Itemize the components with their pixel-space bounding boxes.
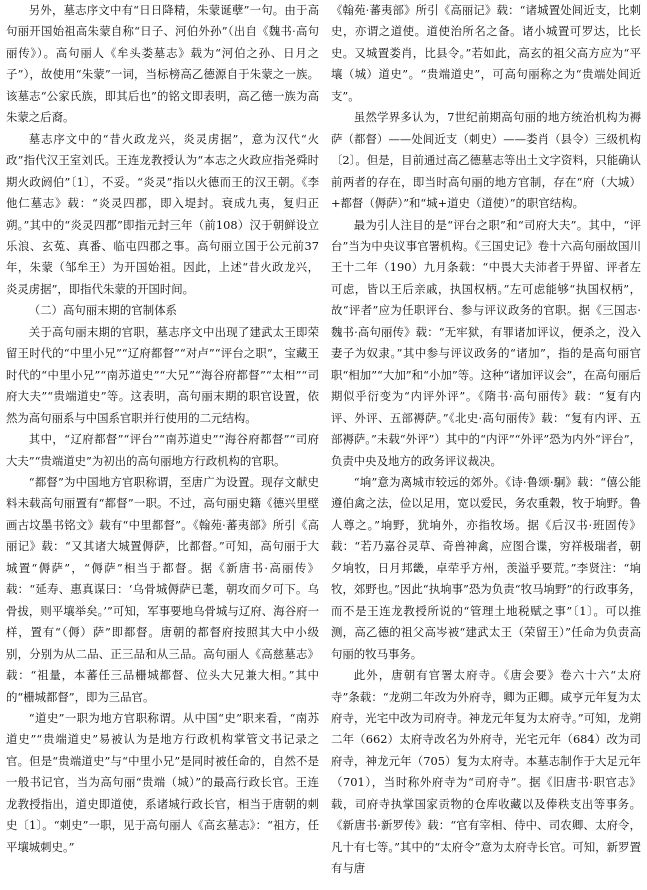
paragraph-continued: 《翰苑·蕃夷部》所引《高丽记》载：“诸城置处闾近支，比刺史，亦谓之道使。道使治所名之备。诸小城置可罗达，比长史。又城置娄肖，比县令。”若如此，高玄的祖父高方应为“平壤（城）道史”。“贵端道史”，可高句丽称之为“贵端处闾近支”。	[331, 3, 641, 103]
left-column	[6, 0, 319, 890]
paragraph: 另外，墓志序文中有“日日降精，朱蒙诞孽”一句。由于高句丽开国始祖高朱蒙自称“日子、河伯外孙”（出自《魏书·高句丽传》）。高句丽人《牟头娄墓志》载为“河伯之孙、日月之子”），故使用“朱蒙”一词，当标榜高乙德源自于朱蒙之一族。该墓志“公家氏族，即其后也”的铭文即表明，高乙德一族为高朱蒙之后裔。	[6, 3, 319, 125]
paragraph: “垧”意为离城市较远的郊外。《诗·鲁颂·駉》载：“僖公能遵伯禽之法，俭以足用，宽以爱民，务农重穀，牧于垧野。鲁人尊之。”垧野，犹垧外，亦指牧场。据《后汉书·班固传》载：“若乃嘉谷灵草、奇兽神禽，应图合谍，穷祥极瑞者，朝夕垧牧，日月邦畿，卓荦乎方州，羡溢乎要荒。”李贤注：“垧牧，郊野也。”因此“执垧事”恐为负责“牧马垧野”的行政事务，而不是王连龙教授所说的“管理土地税赋之事”〔1〕。可以推测，高乙德的祖父高岑被“建武太王（荣留王）”任命为负责高句丽的牧马事务。	[331, 474, 641, 661]
paragraph: 虽然学界多认为，7世纪前期高句丽的地方统治机构为褥萨（都督）——处闾近支（刺史）——娄肖（县令）三级机构〔2〕。但是，目前通过高乙德墓志等出土文字资料，只能确认前两者的存在，即当时高句丽的地方官制，存在“府（大城）+都督（傉萨）”和“城+道史（道使）”的职官结构。	[331, 110, 641, 211]
paragraph: 墓志序文中的“昔火政龙兴，炎灵虏据”，意为汉代“火政”指代汉王室刘氏。王连龙教授认为“本志之火政应指尧舜时期火政阏伯”〔1〕，不妥。“炎灵”指以火德而王的汉王朝。《李他仁墓志》载：“炎灵四郡，即入堤封。衰成九夷，复归正朔。”其中的“炎灵四郡”即指元封三年（前108）汉于朝鲜设立乐浪、玄菟、真番、临屯四郡之事。高句丽立国于公元前37年，朱蒙（邹牟王）为开国始祖。因此，上述“昔火政龙兴，炎灵虏据”，即指代朱蒙的开国时间。	[6, 131, 319, 296]
paragraph: 关于高句丽末期的官职，墓志序文中出现了建武太王即荣留王时代的“中里小兄”“辽府都督”“对卢”“评台之职”，宝藏王时代的“中里小兄”“南苏道史”“大兄”“海谷府都督”“太相”“司府大夫”“贵端道史”等。这表明，高句丽末期的职官设置，依然为高句丽系与中国系官职并行使用的二元结构。	[6, 324, 319, 425]
paragraph: 此外，唐朝有官署太府寺。《唐会要》卷六十六“太府寺”条载：“龙朔二年改为外府寺，卿为正卿。咸亨元年复为太府寺，光宅中改为司府寺。神龙元年复为太府寺。”可知，龙朔二年（662）太府寺改名为外府寺，光宅元年（684）改为司府寺，神龙元年（705）复为太府寺。本墓志制作于大足元年（701），当时称外府寺为“司府寺”。据《旧唐书·职官志》载，司府寺执掌国家贡物的仓库收藏以及俸秩支出等事务。《新唐书·新罗传》载：“官有宰相、侍中、司农卿、太府令，凡十有七等。”其中的“太府令”意为太府寺长官。可知，新罗置有与唐	[331, 668, 641, 876]
paragraph: “都督”为中国地方官职称谓，至唐广为设置。现存文献史料未载高句丽置有“都督”一职。不过，高句丽史籍《德兴里壁画古坟墨书铭文》载有“中里都督”。《翰苑·蕃夷部》所引《高丽记》载：“又其诸大城置傉萨，比都督。”可知，高句丽于大城置“傉萨”，“傉萨”相当于都督。据《新唐书·高丽传》载：“延寿、惠真谋曰：‘乌骨城傉萨已耄，朝攻而夕可下。乌骨拔，则平壤举矣。’”可知，军事要地乌骨城与辽府、海谷府一样，置有“（傉）萨”即都督。唐朝的都督府按照其大中小级别，分别为从二品、正三品和从三品。高句丽人《高慈墓志》载：“祖量，本蕃任三品栅城都督、位头大兄兼大相。”其中的“栅城都督”，即为三品官。	[6, 474, 319, 704]
paragraph: 其中，“辽府都督”“评台”“南苏道史”“海谷府都督”“司府大夫”“贵端道史”为初出的高句丽地方行政机构的官职。	[6, 432, 319, 468]
section-heading: （二）高句丽末期的官制体系	[28, 303, 177, 318]
paragraph: 最为引人注目的是“评台之职”和“司府大夫”。其中，“评台”当为中央议事官署机构。《三国史记》卷十六高句丽故国川王十二年（190）九月条载：“中畏大夫沛者于畀留、评者左可虑，皆以王后亲戚，执国权柄。”左可虑能够“执国权柄”，故“评者”应为任职评台、参与评议政务的官职。据《三国志·魏书·高句丽传》载：“无牢狱，有罪诸加评议，便杀之，没入妻子为奴隶。”其中参与评议政务的“诸加”，指的是高句丽官职“相加”“大加”和“小加”等。这种“诸加评议会”，在高句丽后期似乎衍变为“内评外评”。《隋书·高句丽传》载：“复有内评、外评、五部褥萨。”《北史·高句丽传》载：“复有内评、五部褥萨。”未载“外评”）其中的“内评”“外评”恐为内外“评台”，负责中央及地方的政务评议裁决。	[331, 217, 641, 468]
paragraph: “道史”一职为地方官职称谓。从中国“史”职来看，“南苏道史”“贵端道史”易被认为是地方行政机构掌管文书记录之官。但是“贵端道史”与“中里小兄”是同时被任命的，自然不是一般书记官，当为高句丽“贵端（城）”的最高行政长官。王连龙教授指出，道史即道使，系诸城行政长官，相当于唐朝的刺史〔1〕。“刺史”一职，见于高句丽人《高玄墓志》：“祖方，任平壤城刺史。”	[6, 710, 319, 854]
right-column	[331, 0, 641, 890]
